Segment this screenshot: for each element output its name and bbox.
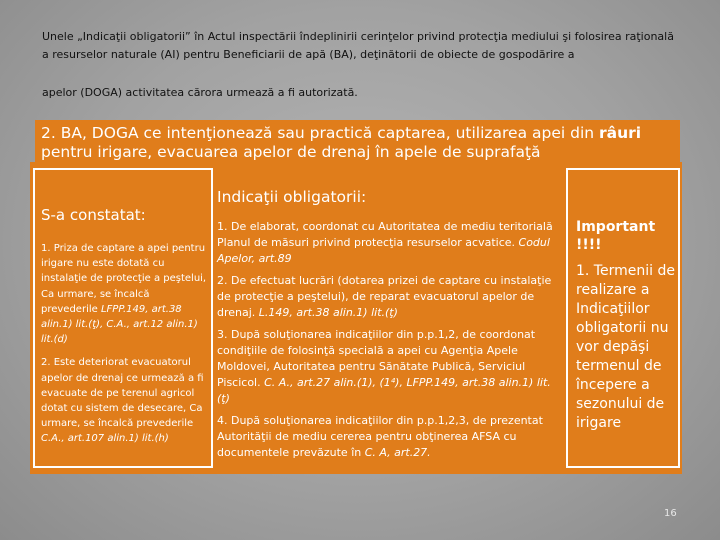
finding-1-text: 1. Priza de captare a apei pentru irigare nu este dotată cu instalaţie de protecţie a peştelui, Ca urmare, se încalcă prevederile (41, 243, 207, 315)
findings-heading: S-a constatat: (41, 206, 146, 224)
section-banner (35, 120, 680, 162)
finding-2-ref: C.A., art.107 alin.1) lit.(h) (41, 433, 169, 445)
directive-2-ref: L.149, art.38 alin.1) lit.(ţ) (258, 306, 398, 319)
banner-text-before: 2. BA, DOGA ce intenţionează sau practică captarea, utilizarea apei din (41, 124, 600, 142)
intro-text (42, 28, 682, 102)
directives-heading: Indicaţii obligatorii: (217, 188, 367, 206)
banner-text-after: pentru irigare, evacuarea apelor de drenaj în apele de suprafaţă (41, 143, 541, 161)
intro-line-1: Unele „Indicaţii obligatorii” în Actul inspectării îndeplinirii cerinţelor privind protecţia mediului şi folosirea raţională a resurselor naturale (AI) pentru Beneficiarii de apă (BA), deţinătorii de obiecte de gospodărire a (42, 30, 674, 61)
directive-1-text: 1. De elaborat, coordonat cu Autoritatea de mediu teritorială Planul de măsuri privind protecţia resurselor acvatice. (217, 220, 553, 249)
directive-3 (217, 327, 563, 407)
directive-3-ref: C. A., art.27 alin.(1), (1⁴), LFPP.149, art.38 alin.1) lit.(ţ) (217, 376, 551, 405)
directive-1-ref: Codul Apelor, art.89 (217, 236, 550, 265)
finding-2 (41, 355, 207, 446)
directive-4-text: 4. După soluţionarea indicaţiilor din p.p.1,2,3, de prezentat Autorităţii de mediu cererea pentru obţinerea AFSA cu documentele prevăzute în (217, 414, 543, 459)
directive-4 (217, 413, 563, 461)
findings-column (33, 168, 213, 468)
directive-1 (217, 219, 563, 267)
finding-2-text: 2. Este deteriorat evacuatorul apelor de drenaj ce urmează a fi evacuate de pe terenul agricol dotat cu sistem de desecare, Ca urmare, se încalcă prevederile (41, 357, 204, 430)
directive-3-text: 3. După soluţionarea indicaţiilor din p.p.1,2, de coordonat condiţiile de folosinţă specială a apei cu Agenţia Apele Moldovei, Autoritatea pentru Sănătate Publică, Serviciul Piscicol. (217, 328, 536, 389)
directive-2-text: 2. De efectuat lucrări (dotarea prizei de captare cu instalaţie de protecţie a peştelui), de reparat evacuatorul apelor de drenaj. (217, 274, 552, 319)
banner-text-bold: râuri (599, 124, 642, 142)
directive-4-ref: C. A, art.27. (364, 446, 431, 459)
finding-1-ref: LFPP.149, art.38 alin.1) lit.(ţ), C.A., art.12 alin.1) lit.(d) (41, 303, 198, 346)
finding-1 (41, 241, 207, 347)
important-note: 1. Termenii de realizare a Indicaţiilor obligatorii nu vor depăşi termenul de începere a sezonului de irigare (576, 263, 675, 431)
page-number: 16 (664, 508, 677, 519)
directive-2 (217, 273, 563, 321)
directives-column (215, 168, 567, 468)
findings-table (30, 162, 682, 474)
intro-line-2: apelor (DOGA) activitatea cărora urmează a fi autorizată. (42, 86, 358, 99)
important-label: Important !!!! (576, 219, 656, 253)
important-column (568, 168, 680, 468)
